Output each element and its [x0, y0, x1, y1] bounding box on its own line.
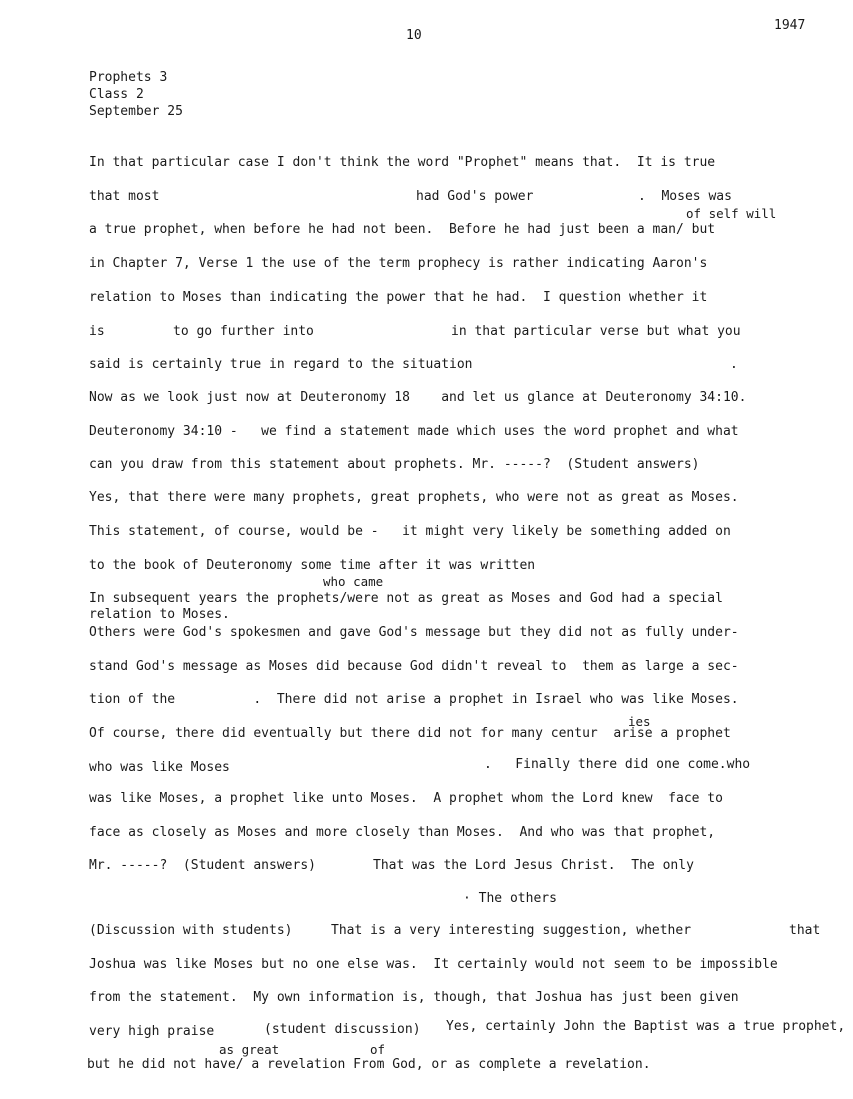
text-line: In subsequent years the prophets/were not as great as Moses and God had a special — [89, 591, 723, 606]
text-line: . Finally there did one come.who — [484, 757, 751, 772]
text-line: Others were God's spokesmen and gave God's message but they did not as fully under- — [89, 625, 739, 640]
year-note: 1947 — [774, 18, 806, 33]
text-line: Yes, certainly John the Baptist was a true prophet, — [446, 1019, 846, 1034]
text-line: tion of the . There did not arise a prophet in Israel who was like Moses. — [89, 692, 739, 707]
text-line: from the statement. My own information is, though, that Joshua has just been given — [89, 990, 739, 1005]
text-line: that most — [89, 189, 160, 204]
text-line: This statement, of course, would be - it might very likely be something added on — [89, 524, 731, 539]
header-line-3: September 25 — [89, 104, 183, 119]
text-line: stand God's message as Moses did because God didn't reveal to them as large a sec- — [89, 659, 739, 674]
handwritten-insertion: of — [370, 1042, 386, 1057]
text-line: that — [789, 923, 821, 938]
text-line: Of course, there did eventually but there did not for many centur arise a prophet — [89, 726, 731, 741]
handwritten-insertion: ies — [628, 714, 651, 729]
text-line: in Chapter 7, Verse 1 the use of the term prophecy is rather indicating Aaron's — [89, 256, 708, 271]
text-line: Mr. -----? (Student answers) — [89, 858, 316, 873]
text-line: who was like Moses — [89, 760, 230, 775]
text-line: Deuteronomy 34:10 - we find a statement made which uses the word prophet and what — [89, 424, 739, 439]
text-line: (Discussion with students) — [89, 923, 293, 938]
text-line: had God's power — [416, 189, 534, 204]
text-line: . Moses was — [638, 189, 732, 204]
handwritten-insertion: as great — [219, 1042, 280, 1057]
text-line: in that particular verse but what you — [451, 324, 741, 339]
text-line: was like Moses, a prophet like unto Moses. A prophet whom the Lord knew face to — [89, 791, 723, 806]
text-line: (student discussion) — [264, 1022, 421, 1037]
page-number: 10 — [406, 28, 422, 43]
text-line: relation to Moses than indicating the power that he had. I question whether it — [89, 290, 708, 305]
text-line: is — [89, 324, 105, 339]
text-line: to go further into — [173, 324, 314, 339]
text-line: very high praise — [89, 1024, 215, 1039]
text-line: to the book of Deuteronomy some time after it was written — [89, 558, 536, 573]
text-line: In that particular case I don't think the word "Prophet" means that. It is true — [89, 155, 716, 170]
text-line: can you draw from this statement about prophets. Mr. -----? (Student answers) — [89, 457, 700, 472]
text-line: relation to Moses. — [89, 607, 230, 622]
text-line: That is a very interesting suggestion, whether — [331, 923, 692, 938]
text-line: face as closely as Moses and more closely than Moses. And who was that prophet, — [89, 825, 716, 840]
text-line: Now as we look just now at Deuteronomy 18 and let us glance at Deuteronomy 34:10. — [89, 390, 747, 405]
text-line: · The others — [463, 891, 557, 906]
text-line: but he did not have/ a revelation From God, or as complete a revelation. — [87, 1057, 651, 1072]
text-line: That was the Lord Jesus Christ. The only — [373, 858, 694, 873]
handwritten-insertion: who came — [323, 574, 384, 589]
text-line: Yes, that there were many prophets, great prophets, who were not as great as Moses. — [89, 490, 739, 505]
text-line: . — [730, 357, 738, 372]
text-line: said is certainly true in regard to the situation — [89, 357, 473, 372]
header-line-2: Class 2 — [89, 87, 144, 102]
handwritten-insertion: of self will — [686, 206, 777, 221]
text-line: Joshua was like Moses but no one else was. It certainly would not seem to be impossible — [89, 957, 778, 972]
text-line: a true prophet, when before he had not been. Before he had just been a man/ but — [89, 222, 716, 237]
header-line-1: Prophets 3 — [89, 70, 168, 85]
